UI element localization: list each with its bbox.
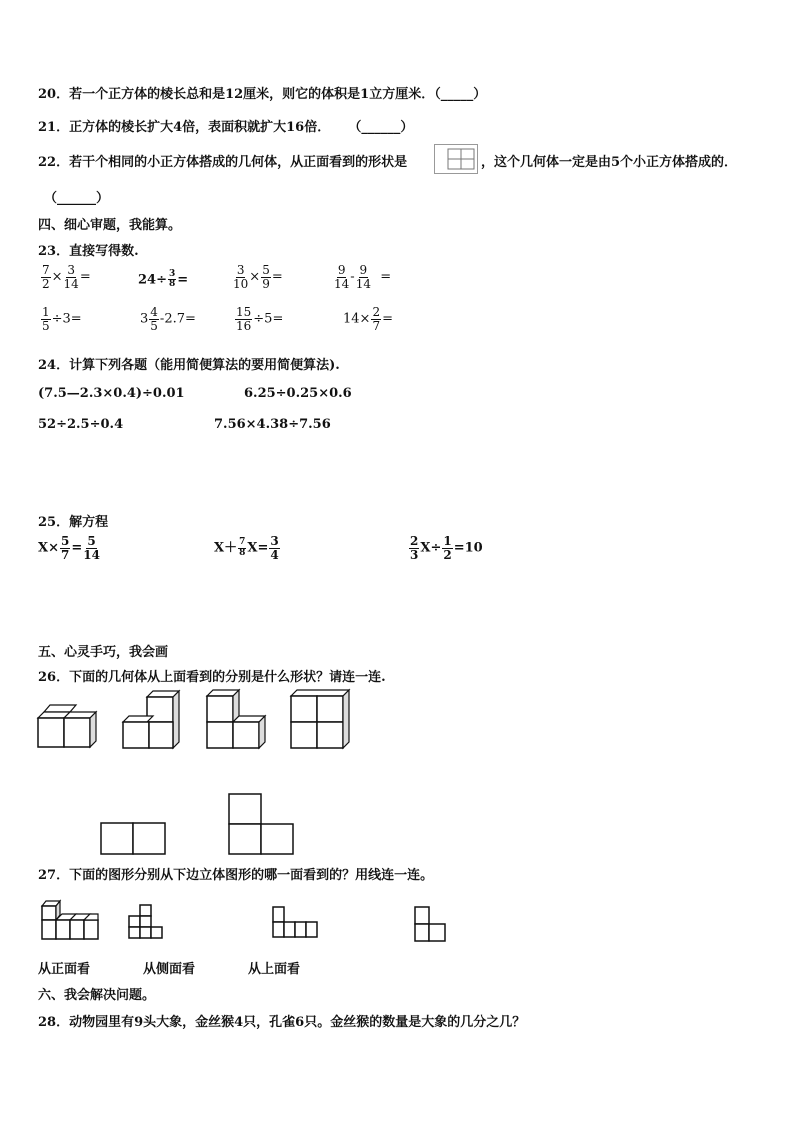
- question-22-text-b: ，这个几何体一定是由5个小正方体搭成的．: [481, 155, 738, 170]
- solid-figure-2: [121, 690, 185, 750]
- expression-4: 7.56×4.38÷7.56: [214, 417, 331, 432]
- front-view-figure: [434, 144, 478, 174]
- expression-1: (7.5—2.3×0.4)÷0.01: [38, 386, 185, 401]
- question-20: [38, 83, 486, 102]
- expression-3: 52÷2.5÷0.4: [38, 417, 124, 432]
- solid-figure-4: [289, 688, 353, 750]
- solid-figure-3: [205, 688, 269, 750]
- question-22-text-a: 22．若干个相同的小正方体搭成的几何体，从正面看到的形状是: [38, 155, 408, 170]
- calc-item-4: $\frac{9}{14}$ - $\frac{9}{14}$ =: [334, 263, 392, 291]
- top-view-shape-2: [228, 793, 294, 855]
- question-20-text: 20．若一个正方体的棱长总和是12厘米，则它的体积是1立方厘米．: [38, 87, 435, 102]
- section-6-title: 六、我会解决问题。: [38, 988, 156, 1003]
- view-shape-c: [414, 906, 448, 942]
- expression-2: 6.25÷0.25×0.6: [244, 386, 352, 401]
- question-21-blank[interactable]: （______）: [348, 120, 414, 135]
- label-side-view: 从侧面看: [143, 962, 196, 977]
- calc-item-7: $\frac{15}{16}$ ÷5=: [236, 305, 284, 333]
- question-24-title: 24．计算下列各题（能用简便算法的要用简便算法).: [38, 358, 340, 373]
- equation-3: $\frac{2}{3}$ X÷ $\frac{1}{2}$ =10: [410, 534, 483, 562]
- question-22: [38, 151, 407, 170]
- label-front-view: 从正面看: [38, 962, 91, 977]
- calc-item-2: 24÷ $\frac{3}{8}$ =: [138, 269, 189, 290]
- question-20-blank[interactable]: （_____）: [434, 87, 487, 102]
- question-25-title: 25．解方程: [38, 515, 109, 530]
- question-23-title: 23．直接写得数.: [38, 244, 139, 259]
- label-top-view: 从上面看: [248, 962, 301, 977]
- question-26-title: 26．下面的几何体从上面看到的分别是什么形状？请连一连.: [38, 670, 386, 685]
- section-4-title: 四、细心审题，我能算。: [38, 218, 182, 233]
- calc-item-1: $\frac{7}{2}$ × $\frac{3}{14}$ =: [42, 263, 91, 291]
- calc-item-5: $\frac{1}{5}$ ÷3=: [42, 305, 82, 333]
- view-shape-a: [128, 904, 164, 940]
- view-shape-b: [272, 906, 318, 940]
- question-28-text: 28．动物园里有9头大象，金丝猴4只，孔雀6只。金丝猴的数量是大象的几分之几？: [38, 1015, 526, 1030]
- question-22-blank[interactable]: （______）: [44, 191, 110, 206]
- equation-2: X＋ $\frac{7}{8}$ X= $\frac{3}{4}$: [214, 534, 279, 562]
- question-21: [38, 116, 413, 135]
- calc-item-6: 3 $\frac{4}{5}$ -2.7=: [140, 305, 196, 333]
- solid-figure-1: [36, 704, 100, 750]
- calc-item-8: 14× $\frac{2}{7}$ =: [343, 305, 393, 333]
- equation-1: X× $\frac{5}{7}$ = $\frac{5}{14}$: [38, 534, 100, 562]
- top-view-shape-1: [100, 822, 166, 856]
- question-27-title: 27．下面的图形分别从下边立体图形的哪一面看到的？用线连一连。: [38, 868, 434, 883]
- question-21-text: 21．正方体的棱长扩大4倍，表面积就扩大16倍．: [38, 120, 331, 135]
- section-5-title: 五、心灵手巧，我会画: [38, 645, 169, 660]
- solid-figure-q27: [38, 900, 100, 942]
- calc-item-3: $\frac{3}{10}$ × $\frac{5}{9}$ =: [233, 263, 283, 291]
